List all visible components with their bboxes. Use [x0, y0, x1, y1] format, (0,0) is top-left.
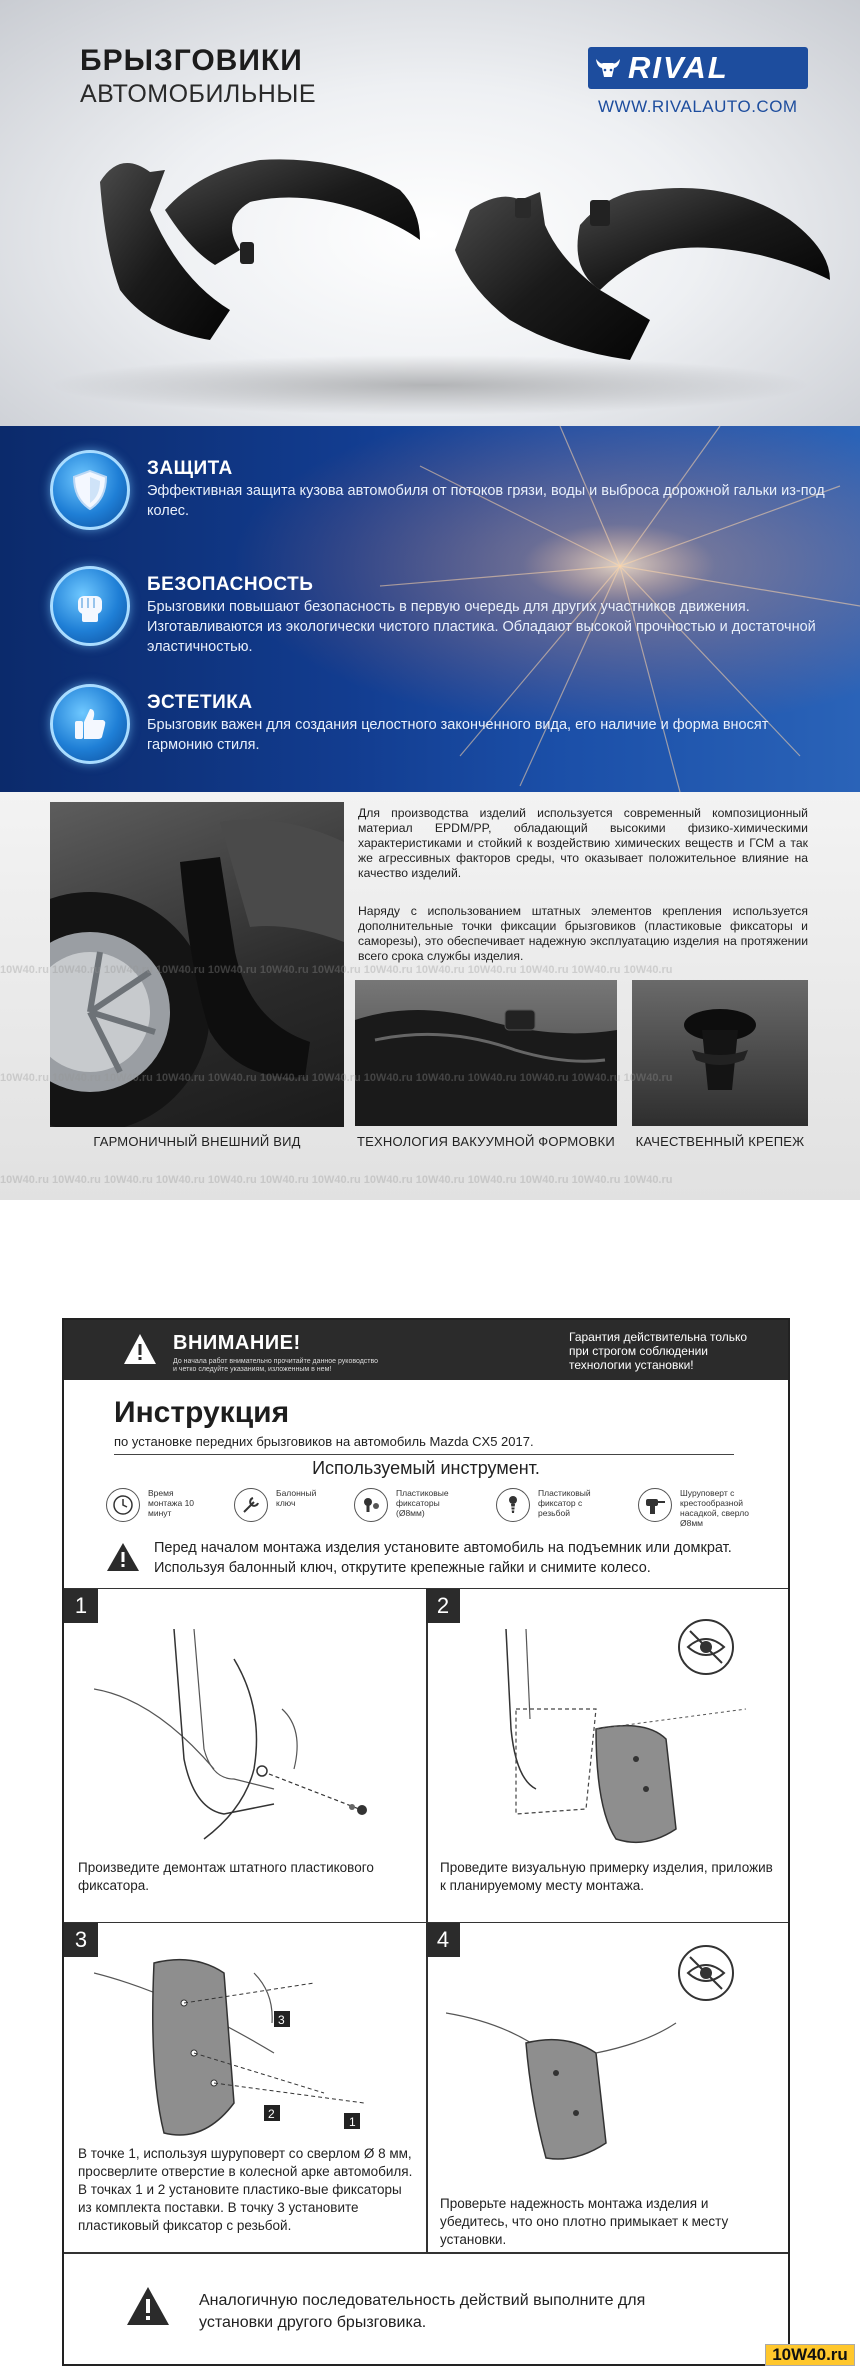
footer-note: Аналогичную последовательность действий выполните для установки другого брызговика. [199, 2292, 646, 2331]
caption-fastener: КАЧЕСТВЕННЫЙ КРЕПЕЖ [635, 1134, 805, 1149]
feature-safety [50, 566, 816, 656]
step-number: 1 [64, 1589, 98, 1623]
vacuum-forming-photo [355, 980, 617, 1126]
divider [114, 1454, 734, 1455]
tools-title: Используемый инструмент. [312, 1458, 540, 1478]
warning-header [64, 1320, 788, 1380]
tool-label: Пластиковый фиксатор с резьбой [538, 1488, 591, 1518]
step-text: В точке 1, используя шуруповерт со сверлом Ø 8 мм, просверлите отверстие в колесной арке автомобиля. В точках 1 и 2 установите пластико-вые фиксаторы из комплекта поставки. В точку 3 установите пластиковый фиксатор с резьбой. [78, 2146, 413, 2233]
mudflaps-product-image [0, 130, 860, 426]
fixing-paragraph: Наряду с использованием штатных элементов крепления используется дополнительные точки фиксации брызговиков (пластиковые фиксаторы и саморезы), это обеспечивает надежную эксплуатацию изделия на протяжении всего срока службы изделия. [358, 904, 808, 963]
bull-emblem-icon [588, 47, 628, 89]
clock-icon [106, 1488, 140, 1522]
step-2 [426, 1588, 788, 1918]
warning-icon [122, 1332, 158, 1366]
step-number: 4 [426, 1923, 460, 1957]
instruction-title: Инструкция [114, 1396, 290, 1429]
tool-clips [354, 1484, 474, 1528]
preparation-text: Перед началом монтажа изделия установите автомобиль на подъемник или домкрат. Используя балонный ключ, открутите крепежные гайки и снимите колесо. [154, 1540, 732, 1576]
brand-name: RIVAL [628, 50, 729, 85]
features-section [0, 426, 860, 792]
tool-label: Шуруповерт с крестообразной насадкой, сверло Ø8мм [680, 1488, 749, 1528]
caption-appearance: ГАРМОНИЧНЫЙ ВНЕШНИЙ ВИД [93, 1134, 301, 1149]
warning-icon [126, 2286, 170, 2326]
tool-wrench [234, 1484, 334, 1528]
clips-icon [354, 1488, 388, 1522]
screw-clip-icon [496, 1488, 530, 1522]
feature-text: Брызговики повышают безопасность в первую очередь для других участников движения. Изготавливаются из экологически чистого пластика. Обладают высокой прочностью и достаточной эластичностью. [147, 599, 816, 655]
instruction-subtitle: по установке передних брызговиков на автомобиль Mazda CX5 2017. [114, 1434, 534, 1449]
screwdriver-icon [638, 1488, 672, 1522]
watermark: 10W40.ru 10W40.ru 10W40.ru 10W40.ru 10W40.ru 10W40.ru 10W40.ru 10W40.ru 10W40.ru 10W40.ru 10W40.ru 10W40.ru 10W40.ru [0, 964, 673, 976]
thumbs-up-icon [50, 684, 130, 764]
brand-logo [588, 47, 808, 89]
fastener-photo [632, 980, 808, 1126]
svg-text:2: 2 [268, 2107, 275, 2121]
caption-vacuum-forming: ТЕХНОЛОГИЯ ВАКУУМНОЙ ФОРМОВКИ [357, 1134, 615, 1149]
tool-label: Балонный ключ [276, 1488, 317, 1508]
feature-text: Брызговик важен для создания целостного законченного вида, его наличие и форма вносят гармонию стиля. [147, 717, 769, 753]
warning-title: ВНИМАНИЕ! [173, 1332, 301, 1354]
material-paragraph: Для производства изделий используется современный композиционный материал EPDM/PP, обладающий высокими физико-химическими характеристиками и стойкий к воздействию химических веществ и ГСМ а так же агрессивных факторов среды, что оказывает положительное влияние на качество изделий. [358, 806, 808, 880]
tool-time [106, 1484, 216, 1528]
warranty-note: Гарантия действительна только при строгом соблюдении технологии установки! [569, 1330, 748, 1372]
hero-subtitle: АВТОМОБИЛЬНЫЕ [80, 80, 317, 108]
instruction-sheet [62, 1318, 790, 2366]
feature-aesthetics [50, 684, 810, 774]
tool-screw-clip [496, 1484, 616, 1528]
tool-label: Время монтажа 10 минут [148, 1488, 195, 1518]
brand-url: WWW.RIVALAUTO.COM [598, 97, 798, 116]
tool-screwdriver [638, 1484, 768, 1528]
feature-protection [50, 450, 825, 540]
shield-icon [50, 450, 130, 530]
warning-text: До начала работ внимательно прочитайте данное руководство и четко следуйте указаниям, изложенным в нем! [173, 1358, 379, 1373]
details-section [0, 792, 860, 1200]
step-text: Проверьте надежность монтажа изделия и убедитесь, что оно плотно примыкает к месту установки. [440, 2196, 729, 2247]
step-3 [64, 1922, 426, 2252]
divider [64, 2252, 788, 2254]
fist-icon [50, 566, 130, 646]
step-4-diagram [446, 1983, 766, 2163]
step-text: Произведите демонтаж штатного пластикового фиксатора. [78, 1860, 374, 1893]
step-number: 2 [426, 1589, 460, 1623]
svg-text:1: 1 [349, 2115, 356, 2129]
wrench-icon [234, 1488, 268, 1522]
hero-title: БРЫЗГОВИКИ [80, 44, 303, 77]
site-logo: 10W40.ru [765, 2344, 855, 2366]
warning-icon [106, 1542, 140, 1572]
watermark: 10W40.ru 10W40.ru 10W40.ru 10W40.ru 10W40.ru 10W40.ru 10W40.ru 10W40.ru 10W40.ru 10W40.ru 10W40.ru 10W40.ru 10W40.ru [0, 1174, 673, 1186]
step-1-diagram [94, 1629, 404, 1849]
step-2-diagram [446, 1629, 766, 1849]
step-4 [426, 1922, 788, 2252]
feature-title: ЭСТЕТИКА [147, 692, 253, 713]
step-1 [64, 1588, 426, 1918]
feature-title: БЕЗОПАСНОСТЬ [147, 574, 314, 595]
feature-text: Эффективная защита кузова автомобиля от потоков грязи, воды и выброса дорожной гальки из-под колес. [147, 483, 825, 519]
watermark: 10W40.ru 10W40.ru 10W40.ru 10W40.ru 10W40.ru 10W40.ru 10W40.ru 10W40.ru 10W40.ru 10W40.ru 10W40.ru 10W40.ru 10W40.ru [0, 1072, 673, 1084]
feature-title: ЗАЩИТА [147, 458, 233, 479]
tool-label: Пластиковые фиксаторы (Ø8мм) [396, 1488, 449, 1518]
step-number: 3 [64, 1923, 98, 1957]
step-text: Проведите визуальную примерку изделия, приложив к планируемому месту монтажа. [440, 1860, 773, 1893]
svg-text:3: 3 [278, 2013, 285, 2027]
hero-banner [0, 0, 860, 426]
step-3-diagram [94, 1953, 404, 2143]
